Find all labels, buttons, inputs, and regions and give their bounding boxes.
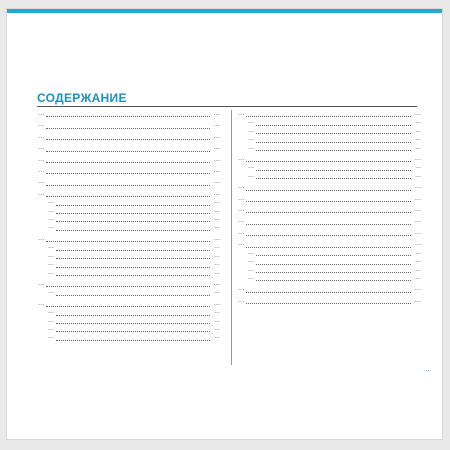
toc-dot-leader <box>56 322 210 324</box>
toc-entry-page: … <box>414 217 421 225</box>
toc-entry-label: … <box>48 309 54 316</box>
toc-dot-leader <box>256 141 411 143</box>
toc-entry-label: … <box>238 194 245 202</box>
toc-entry-label: … <box>38 110 45 117</box>
toc-entry-page: … <box>214 216 220 223</box>
toc-entry-page: … <box>214 244 220 251</box>
toc-entry-page: … <box>414 296 421 304</box>
toc-entry-label: … <box>238 296 245 304</box>
toc-entry-page: … <box>414 240 421 248</box>
toc-entry-page: … <box>213 132 220 140</box>
toc-entry <box>238 127 421 135</box>
toc-entry-page: … <box>415 144 421 151</box>
toc-entry-page: … <box>415 258 421 265</box>
toc-entry-label: … <box>38 234 45 242</box>
toc-entry-page: … <box>214 224 220 231</box>
toc-dot-leader <box>246 211 411 213</box>
toc-dot-leader <box>46 138 210 140</box>
toc-entry-label: … <box>48 334 54 341</box>
toc-entry-label: … <box>238 183 245 191</box>
toc-entry-label: … <box>248 249 254 256</box>
toc-dot-leader <box>246 246 411 248</box>
toc-dot-leader <box>256 254 411 256</box>
toc-entry-label: … <box>38 167 45 175</box>
toc-dot-leader <box>56 257 210 259</box>
document-page <box>6 8 443 440</box>
toc-entry <box>238 172 421 180</box>
toc-entry-label: … <box>48 261 54 268</box>
toc-entry <box>38 190 220 198</box>
toc-entry-page: … <box>414 155 421 163</box>
toc-entry-label: … <box>238 206 245 214</box>
toc-dot-leader <box>56 274 210 276</box>
toc-entry-label: … <box>248 144 254 151</box>
title-rule <box>37 106 417 107</box>
toc-entry-page: … <box>214 269 220 276</box>
toc-dot-leader <box>256 124 411 126</box>
toc-entry <box>38 156 220 164</box>
toc-entry-label: … <box>38 279 45 287</box>
toc-entry-label: … <box>238 217 245 225</box>
toc-dot-leader <box>246 115 411 117</box>
toc-entry-page: … <box>414 285 421 293</box>
toc-entry <box>238 118 421 126</box>
toc-entry-page: … <box>214 207 220 214</box>
toc-left-column <box>38 110 226 365</box>
toc-entry-label: … <box>238 110 245 117</box>
toc-entry-page: … <box>415 119 421 126</box>
toc-entry-page: … <box>214 317 220 324</box>
page-number: … <box>423 366 430 373</box>
toc-entry-label: … <box>248 127 254 134</box>
toc-dot-leader <box>56 229 210 231</box>
toc-entry-page: … <box>213 299 220 307</box>
toc-entry-page: … <box>213 110 220 117</box>
toc-entry <box>238 206 421 214</box>
toc-entry-page: … <box>214 289 220 296</box>
toc-entry-label: … <box>248 258 254 265</box>
toc-entry <box>38 215 220 223</box>
toc-entry-label: … <box>248 266 254 273</box>
page-title: СОДЕРЖАНИЕ <box>37 91 127 105</box>
toc-entry-label: … <box>48 325 54 332</box>
toc-entry-page: … <box>214 261 220 268</box>
toc-dot-leader <box>256 271 411 273</box>
top-accent-bar <box>7 9 442 13</box>
toc-entry <box>238 183 421 191</box>
toc-entry-label: … <box>248 136 254 143</box>
toc-entry <box>38 223 220 231</box>
toc-dot-leader <box>56 339 210 341</box>
toc-entry <box>38 308 220 316</box>
toc-dot-leader <box>46 240 210 242</box>
toc-dot-leader <box>46 285 210 287</box>
toc-dot-leader <box>56 266 210 268</box>
toc-entry <box>238 163 421 171</box>
toc-entry-label: … <box>38 189 45 197</box>
toc-entry-label: … <box>48 317 54 324</box>
toc-entry-label: … <box>238 228 245 236</box>
toc-entry <box>238 249 421 257</box>
toc-entry-label: … <box>48 199 54 206</box>
toc-entry-page: … <box>213 144 220 152</box>
toc-entry-page: … <box>214 309 220 316</box>
toc-entry <box>38 260 220 268</box>
toc-entry <box>38 144 220 152</box>
toc-entry-page: … <box>213 167 220 175</box>
toc-dot-leader <box>246 234 411 236</box>
toc-dot-leader <box>246 302 411 304</box>
toc-entry-page: … <box>415 164 421 171</box>
toc-entry <box>38 133 220 141</box>
toc-entry <box>38 325 220 333</box>
toc-dot-leader <box>246 160 411 162</box>
toc-entry-label: … <box>48 224 54 231</box>
toc-entry <box>238 240 421 248</box>
toc-entry <box>238 257 421 265</box>
toc-entry-page: … <box>213 121 220 129</box>
toc-entry-page: … <box>213 178 220 186</box>
toc-entry <box>238 229 421 237</box>
toc-dot-leader <box>46 195 210 197</box>
toc-entry <box>238 217 421 225</box>
toc-entry-page: … <box>415 127 421 134</box>
toc-entry-page: … <box>415 266 421 273</box>
toc-entry-label: … <box>38 178 45 186</box>
toc-entry-page: … <box>214 199 220 206</box>
toc-entry-label: … <box>38 121 45 129</box>
toc-entry <box>38 178 220 186</box>
toc-entry-label: … <box>48 269 54 276</box>
toc-entry-label: … <box>38 144 45 152</box>
toc-entry <box>38 121 220 129</box>
toc-entry <box>38 280 220 288</box>
toc-dot-leader <box>46 305 210 307</box>
toc-entry <box>38 300 220 308</box>
toc-entry-label: … <box>238 155 245 163</box>
toc-entry <box>38 167 220 175</box>
toc-dot-leader <box>56 314 210 316</box>
toc-entry-page: … <box>414 194 421 202</box>
toc-entry-page: … <box>214 334 220 341</box>
toc-entry-label: … <box>38 299 45 307</box>
toc-dot-leader <box>256 263 411 265</box>
toc-entry-page: … <box>415 274 421 281</box>
toc-dot-leader <box>256 279 411 281</box>
toc-dot-leader <box>46 150 210 152</box>
toc-entry-page: … <box>213 155 220 163</box>
toc-entry-page: … <box>214 252 220 259</box>
toc-dot-leader <box>56 294 210 296</box>
toc-entry-label: … <box>48 252 54 259</box>
toc-entry <box>38 198 220 206</box>
toc-right-column <box>231 110 421 365</box>
toc-dot-leader <box>246 223 411 225</box>
toc-entry-page: … <box>414 228 421 236</box>
toc-entry-page: … <box>415 136 421 143</box>
toc-entry-label: … <box>48 207 54 214</box>
toc-dot-leader <box>46 127 210 129</box>
toc-entry-label: … <box>238 285 245 293</box>
toc-entry <box>238 110 421 118</box>
toc-entry-label: … <box>248 164 254 171</box>
toc-entry <box>38 235 220 243</box>
toc-entry <box>238 266 421 274</box>
toc-dot-leader <box>56 249 210 251</box>
toc-entry-page: … <box>214 325 220 332</box>
toc-entry <box>38 333 220 341</box>
toc-entry <box>38 243 220 251</box>
toc-entry <box>38 207 220 215</box>
toc-entry-label: … <box>48 244 54 251</box>
toc-dot-leader <box>56 212 210 214</box>
toc-entry-label: … <box>48 216 54 223</box>
toc-entry-label: … <box>248 274 254 281</box>
toc-entry <box>238 285 421 293</box>
toc-dot-leader <box>46 115 210 117</box>
toc-entry <box>238 155 421 163</box>
toc-entry-label: … <box>38 132 45 140</box>
toc-entry-page: … <box>213 189 220 197</box>
toc-dot-leader <box>56 204 210 206</box>
toc-dot-leader <box>46 172 210 174</box>
toc-dot-leader <box>56 220 210 222</box>
toc-entry <box>38 317 220 325</box>
toc-entry <box>238 297 421 305</box>
toc-entry <box>238 144 421 152</box>
toc-dot-leader <box>256 177 411 179</box>
toc-entry-label: … <box>48 289 54 296</box>
toc-dot-leader <box>46 161 210 163</box>
toc-entry-page: … <box>213 279 220 287</box>
toc-entry-page: … <box>414 206 421 214</box>
toc-entry <box>238 274 421 282</box>
toc-entry-label: … <box>248 172 254 179</box>
toc-entry <box>238 195 421 203</box>
toc-entry-page: … <box>213 234 220 242</box>
toc-entry <box>38 288 220 296</box>
toc-entry <box>38 269 220 277</box>
toc-dot-leader <box>246 189 411 191</box>
toc-entry <box>238 135 421 143</box>
toc-dot-leader <box>46 184 210 186</box>
toc-entry-label: … <box>248 119 254 126</box>
toc-dot-leader <box>56 330 210 332</box>
toc-dot-leader <box>246 200 411 202</box>
toc-dot-leader <box>256 169 411 171</box>
toc-entry-page: … <box>414 183 421 191</box>
toc-entry-label: … <box>38 155 45 163</box>
toc-dot-leader <box>256 132 411 134</box>
toc-entry <box>38 252 220 260</box>
toc-entry-label: … <box>238 240 245 248</box>
toc-dot-leader <box>256 149 411 151</box>
toc-entry <box>38 110 220 118</box>
toc-entry-page: … <box>415 172 421 179</box>
toc-entry-page: … <box>414 110 421 117</box>
toc-entry-page: … <box>415 249 421 256</box>
toc-dot-leader <box>246 291 411 293</box>
